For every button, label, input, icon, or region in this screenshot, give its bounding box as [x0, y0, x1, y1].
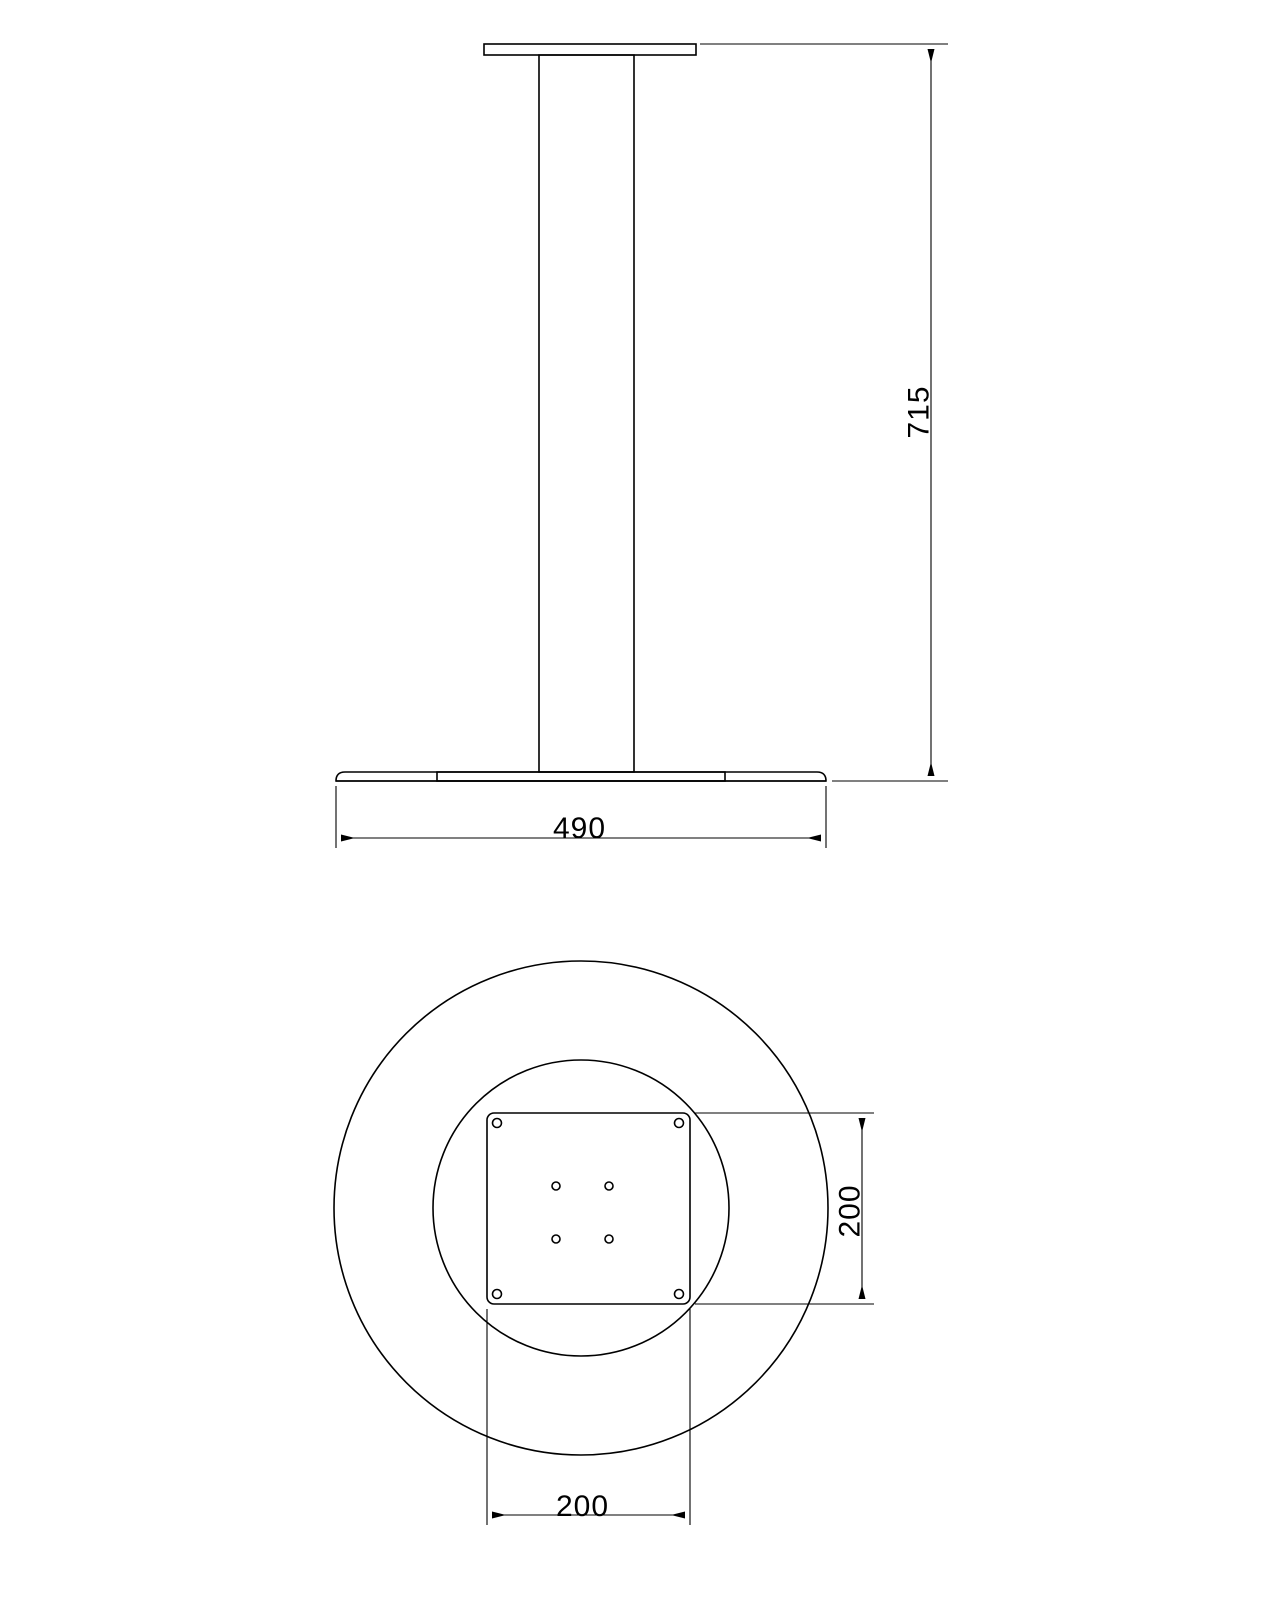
inner-hole-top-right [605, 1182, 613, 1190]
dimension-label-plate-depth: 200 [833, 1184, 867, 1238]
column-circle [433, 1060, 729, 1356]
top-plate [484, 44, 696, 55]
dimension-label-base-diameter: 490 [553, 812, 607, 845]
dimension-label-plate-width: 200 [556, 1490, 610, 1523]
fixing-hole-top-right [675, 1119, 684, 1128]
column [539, 55, 634, 772]
base-plate [336, 772, 826, 781]
inner-hole-bottom-right [605, 1235, 613, 1243]
inner-hole-top-left [552, 1182, 560, 1190]
mounting-plate-square [487, 1113, 690, 1304]
fixing-hole-bottom-left [493, 1290, 502, 1299]
inner-hole-bottom-left [552, 1235, 560, 1243]
column-foot-flange [437, 772, 725, 781]
dimension-label-height: 715 [902, 385, 936, 439]
front-elevation-view [336, 44, 826, 781]
fixing-hole-top-left [493, 1119, 502, 1128]
plan-view [334, 961, 828, 1455]
fixing-hole-bottom-right [675, 1290, 684, 1299]
base-plate-circle [334, 961, 828, 1455]
